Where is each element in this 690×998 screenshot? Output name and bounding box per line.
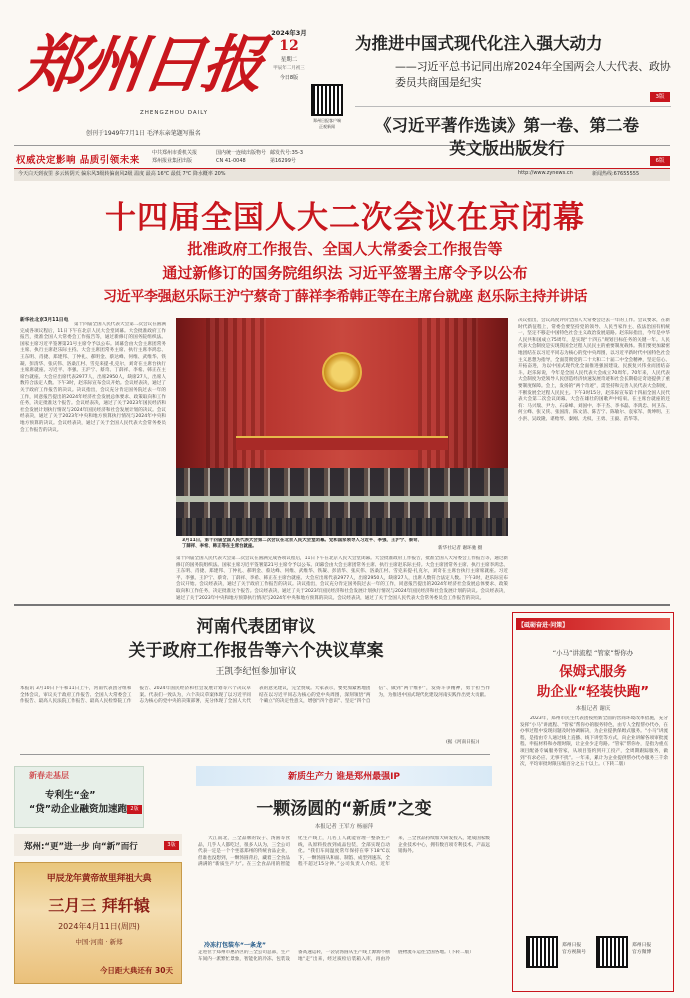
henan-byline: 王凯李纪恒参加审议 xyxy=(215,667,297,677)
weather-text: 今天白天到夜里 多云转阴天 偏东风3级转偏南风2级 温度 最高 16℃ 最低 7℃ 降水概率 20% xyxy=(18,171,226,177)
column-body: 2023年，郑州市民生代表团按照新全面的营商环境改革措施，充分发挥“小马”讲流程、“管家”帮你办的服务特色，由专人全程帮办代办，在办事过程中发现问题及时协调解决，为企业提供保姆式服务。“小马”讲流程，是指由专人通过线上直播、线下讲堂等方式，向企业讲解各项审批流程、申报材料和办理时限，让企业少走弯路。“管家”帮你办，是指为重点项目配备专属服务管家，从项目签约到开工投产，全周期跟踪服务，做到“有求必应、无事不扰”。一年来，累计为企业提供帮办代办服务三千余次，平均审批时限压缩百分之五十以上。（下转二版） xyxy=(520,716,668,768)
publisher-info: 中共郑州市委机关报 郑州报业集团出版 xyxy=(152,150,198,164)
app-qr-code[interactable] xyxy=(311,84,343,116)
ceremony-ad-countdown: 今日距大典还有 30天 xyxy=(99,966,173,975)
lead-photo-credit: 新华社记者 谢环驰 摄 xyxy=(438,546,483,551)
lead-headline[interactable]: 十四届全国人大二次会议在京闭幕 xyxy=(105,200,585,236)
postal-code: 邮发代号:35-3 第16299号 xyxy=(270,150,304,164)
henan-headline-1[interactable]: 河南代表团审议 xyxy=(196,617,316,637)
website-url[interactable]: http://www.zynews.cn xyxy=(518,170,573,176)
lead-body-right: 决议指出，会议高度评价全国人大常委会过去一年的工作。会议要求，在新时代新征程上，常委会要坚持党的领导、人民当家作主、依法治国有机统一，坚定不移走中国特色社会主义政治发展道路。赵乐际指出，今年是中华人民共和国成立75周年，是实现“十四五”规划目标任务的关键一年。人民代表大会制度是实现我国全过程人民民主的重要制度载体。我们要更加紧密地团结在以习近平同志为核心的党中央周围，以习近平新时代中国特色社会主义思想为指导，全面贯彻党的二十大和二十届二中全会精神，坚定信心、开拓奋进，为以中国式现代化全面推进强国建设、民族复兴伟业而团结奋斗。赵乐际说，今年是全国人民代表大会成立70周年。70年来，人民代表大会制度为党领导人民创造经济快速发展奇迹和社会长期稳定奇迹提供了重要制度保障。会上，发扬的“两个奇迹”，需坚持和完善人民代表大会制度，不断发展全过程人民民主。下午3时15分，赵乐际宣布第十四届全国人民代表大会第二次会议闭幕。大会在雄壮的国歌声中结束。在主席台就座的还有：马兴瑞、尹力、石泰峰、刘国中、李干杰、李书磊、李鸿忠、何卫东、何立峰、张又侠、张国清、陈文清、陈吉宁、陈敏尔、袁家军、黄坤明、王小洪、吴政隆、谌贻琴、秦刚、尤权、王勇、王毅、苗华等。 xyxy=(518,318,670,422)
founded-note: 创刊于1949年7月1日 毛泽东亲笔题写报名 xyxy=(86,130,201,137)
video-qr-code[interactable] xyxy=(526,936,558,968)
promo-patent-title-2: “贷”动企业融资加速跑 xyxy=(29,804,127,815)
newspaper-logo: 郑州日报 xyxy=(16,28,268,101)
promo-patent[interactable] xyxy=(14,766,144,828)
top-headline-2-title: 《习近平著作选读》第一卷、第二卷英文版出版发行 xyxy=(375,116,639,158)
lead-subhead-1: 批准政府工作报告、全国人大常委会工作报告等 xyxy=(187,240,503,258)
feature-headline[interactable]: 一颗汤圆的“新质”之变 xyxy=(256,799,432,819)
lead-subhead-3: 习近平李强赵乐际王沪宁蔡奇丁薛祥李希韩正等在主席台就座 赵乐际主持并讲话 xyxy=(102,289,588,305)
lead-body-bottom: 第十四届全国人民代表大会第二次会议在圆满完成各项议程后，11日下午在北京人民大会堂闭幕。大会批准政府工作报告，批准全国人大常委会工作报告等，通过新修订的国务院组织法。国家主席习近平签署第21号主席令予以公布。闭幕会由大会主席团常务主席、执行主席赵乐际主持。大会主席团常务主席、执行主席李鸿忠、王东明、肖捷、郑建邦、丁仲礼、郝明金、蔡达峰、何维、武维华、铁凝、彭清华、张庆伟、洛桑江村、雪克来提·扎克尔，刘奇在主席台执行主席席就座。习近平、李强、王沪宁、蔡奇、丁薛祥、李希、韩正在主席台就座。大会应出席代表2977人，出席2950人，缺席27人，出席人数符合法定人数。下午3时，赵乐际宣布会议开始。会议经表决，通过了关于政府工作报告的决议。决议指出，会议充分肯定国务院过去一年的工作，同意报告提出的2024年经济社会发展总体要求、政策取向和工作任务，决定批准这个报告。会议经表决，通过了关于2023年国民经济和社会发展计划执行情况与2024年国民经济和社会发展计划的决议。会议经表决，通过了关于2023年中央和地方预算执行情况与2024年中央和地方预算的决议。会议经表决，通过了关于全国人民代表大会常务委员会工作报告的决议。 xyxy=(176,556,508,600)
henan-body: 本报讯 3月10日下午和11日上午，河南代表团分组和全体会议，审议关于政府工作报告、全国人大常委会工作报告、最高人民法院工作报告、最高人民检察院工作报告、2024年国民经济和社会发展计划等六个决议草案。代表们一致认为，六个决议草案体现了以习近平同志为核心的党中央的决策部署，充分体现了全国人大代表的意见建议，完全赞成。大家表示，要更加紧密地团结在以习近平同志为核心的党中央周围，深刻领悟“两个确立”的决定性意义，增强“四个意识”、坚定“四个自信”、做到“两个维护”，发扬斗争精神，勇于担当作为，为推进中国式现代化建设河南实践作出更大贡献。 xyxy=(20,686,490,705)
logo-pinyin: ZHENGZHOU DAILY xyxy=(140,110,208,116)
promo-patent-page: 2版 xyxy=(127,805,142,814)
day: 12 xyxy=(279,38,299,54)
hotline: 新闻热线:67655555 xyxy=(592,171,640,177)
page-tag-6[interactable]: 6版 xyxy=(650,156,670,166)
video-qr-caption: 郑州日报 官方视频号 xyxy=(562,943,586,955)
weibo-qr-code[interactable] xyxy=(596,936,628,968)
page-tag-3[interactable]: 3版 xyxy=(650,92,670,102)
feature-byline: 本报记者 王军方 杨丽萍 xyxy=(314,824,374,830)
henan-headline-2[interactable]: 关于政府工作报告等六个决议草案 xyxy=(128,641,384,661)
column-subtag: “小马”讲流程 “管家”帮你办 xyxy=(552,649,634,657)
feature-subhead: 冷冻打包装车“一条龙” xyxy=(204,942,266,949)
feature-kicker: 新质生产力 谁是郑州最强IP xyxy=(287,772,401,782)
lunar-date: 甲辰年二月初三 xyxy=(273,66,305,71)
qr-caption: 郑州日报客户端 正观新闻 xyxy=(313,118,341,129)
ceremony-ad[interactable] xyxy=(14,862,182,984)
column-byline: 本报记者 谢庆 xyxy=(575,706,611,712)
henan-source: (据《河南日报》) xyxy=(446,740,480,745)
slogan: 权威决定影响 品质引领未来 xyxy=(16,155,140,166)
column-headline-2[interactable]: 助企业“轻装快跑” xyxy=(536,684,650,700)
promo-patent-kicker: 新春走基层 xyxy=(29,771,69,780)
weekday: 星期二 xyxy=(280,57,298,63)
column-headline-1[interactable]: 保姆式服务 xyxy=(559,664,627,680)
weibo-qr-caption: 郑州日报 官方微博 xyxy=(632,943,652,955)
top-headline-1-title: 为推进中国式现代化注入强大动力 xyxy=(355,34,603,53)
promo-zhengzhou-title: 郑州:“更”进一步 向“新”而行 xyxy=(24,842,138,852)
top-headline-1-sub: ——习近平总书记同出席2024年全国两会人大代表、政协委员共商国是纪实 xyxy=(395,60,671,89)
promo-zhengzhou[interactable] xyxy=(14,834,182,856)
top-headline-1[interactable] xyxy=(355,30,671,91)
lead-photo-caption: 3月11日，第十四届全国人民代表大会第二次会议在北京人民大会堂闭幕。党和国家领导人习近平、李强、王沪宁、蔡奇、丁薛祥、李希、韩正等在主席台就座。 xyxy=(182,538,422,550)
ceremony-ad-place: 中国·河南 · 新郑 xyxy=(75,938,123,946)
year-month: 2024年3月 xyxy=(271,29,307,37)
lead-subhead-2: 通过新修订的国务院组织法 习近平签署主席令予以公布 xyxy=(162,264,528,282)
promo-zhengzhou-page: 3版 xyxy=(164,841,179,850)
ceremony-ad-title-1: 甲辰龙年黄帝故里拜祖大典 xyxy=(46,874,152,884)
ceremony-ad-title-2: 三月三 拜轩辕 xyxy=(48,896,150,915)
lead-body-left: 第十四届全国人民代表大会第二次会议在圆满完成各项议程后，11日下午在北京人民大会堂闭幕。大会批准政府工作报告，批准全国人大常委会工作报告等，通过新修订的国务院组织法。国家主席习近平签署第21号主席令予以公布。闭幕会由大会主席团常务主席、执行主席赵乐际主持。大会主席团常务主席、执行主席李鸿忠、王东明、肖捷、郑建邦、丁仲礼、郝明金、蔡达峰、何维、武维华、铁凝、彭清华、张庆伟、洛桑江村、雪克来提·扎克尔，刘奇在主席台执行主席席就座。习近平、李强、王沪宁、蔡奇、丁薛祥、李希、韩正在主席台就座。大会应出席代表2977人，出席2950人，缺席27人，出席人数符合法定人数。下午3时，赵乐际宣布会议开始。会议经表决，通过了关于政府工作报告的决议。决议指出，会议充分肯定国务院过去一年的工作，同意报告提出的2024年经济社会发展总体要求、政策取向和工作任务，决定批准这个报告。会议经表决，通过了关于2023年国民经济和社会发展计划执行情况与2024年国民经济和社会发展计划的决议。会议经表决，通过了关于2023年中央和地方预算执行情况与2024年中央和地方预算的决议。会议经表决，通过了关于全国人民代表大会常务委员会工作报告的决议。 xyxy=(20,322,166,433)
cn-number: 国内统一连续出版物号 CN 41-0048 xyxy=(216,150,267,164)
lead-photo xyxy=(176,318,508,536)
lead-dateline: 新华社北京3月11日电 xyxy=(20,318,69,323)
national-emblem xyxy=(322,352,362,392)
promo-patent-title-1: 专利生“金” xyxy=(45,790,96,801)
column-tag: 【砥砺奋进·问策】 xyxy=(518,622,569,629)
ceremony-ad-date: 2024年4月11日(周四) xyxy=(58,922,140,931)
date-block xyxy=(267,28,311,81)
feature-body-2: 走进位于郑州市惠济区的三全公司总部，生产车间内一派繁忙景象，智能化的冷冻、包装设备高速运转，一袋袋汤圆从生产线上源源不断地“走”出来，经过质检后装箱入库，再由冷链物流车运往全国各地。（下转二版） xyxy=(198,950,474,962)
page-count: 今日8版 xyxy=(279,75,299,81)
top-headline-2[interactable] xyxy=(372,114,642,160)
feature-body: 大江南北，三全品牌的饺子、汤圆等食品，几乎人人都吃过，很多人认为，三全公司代表一定是一个个坐落郑州的传统食品企业，但谁也没想到，一颗汤圆背后，藏着三全食品满满的“新质生产力”。在三全食品用的智能化生产线上，几名工人就能管理一整条生产线，从原料投放到成品包装，全部实现自动化。“我们车间温度常年保持在零下18℃以下，一颗汤圆从和面、制馅、成型到速冻，全程不超过15分钟。”公司负责人介绍。近年来，三全食品持续加大研发投入，建成国家级企业技术中心，拥有数百项专利技术，产品远销海外。 xyxy=(198,836,490,868)
